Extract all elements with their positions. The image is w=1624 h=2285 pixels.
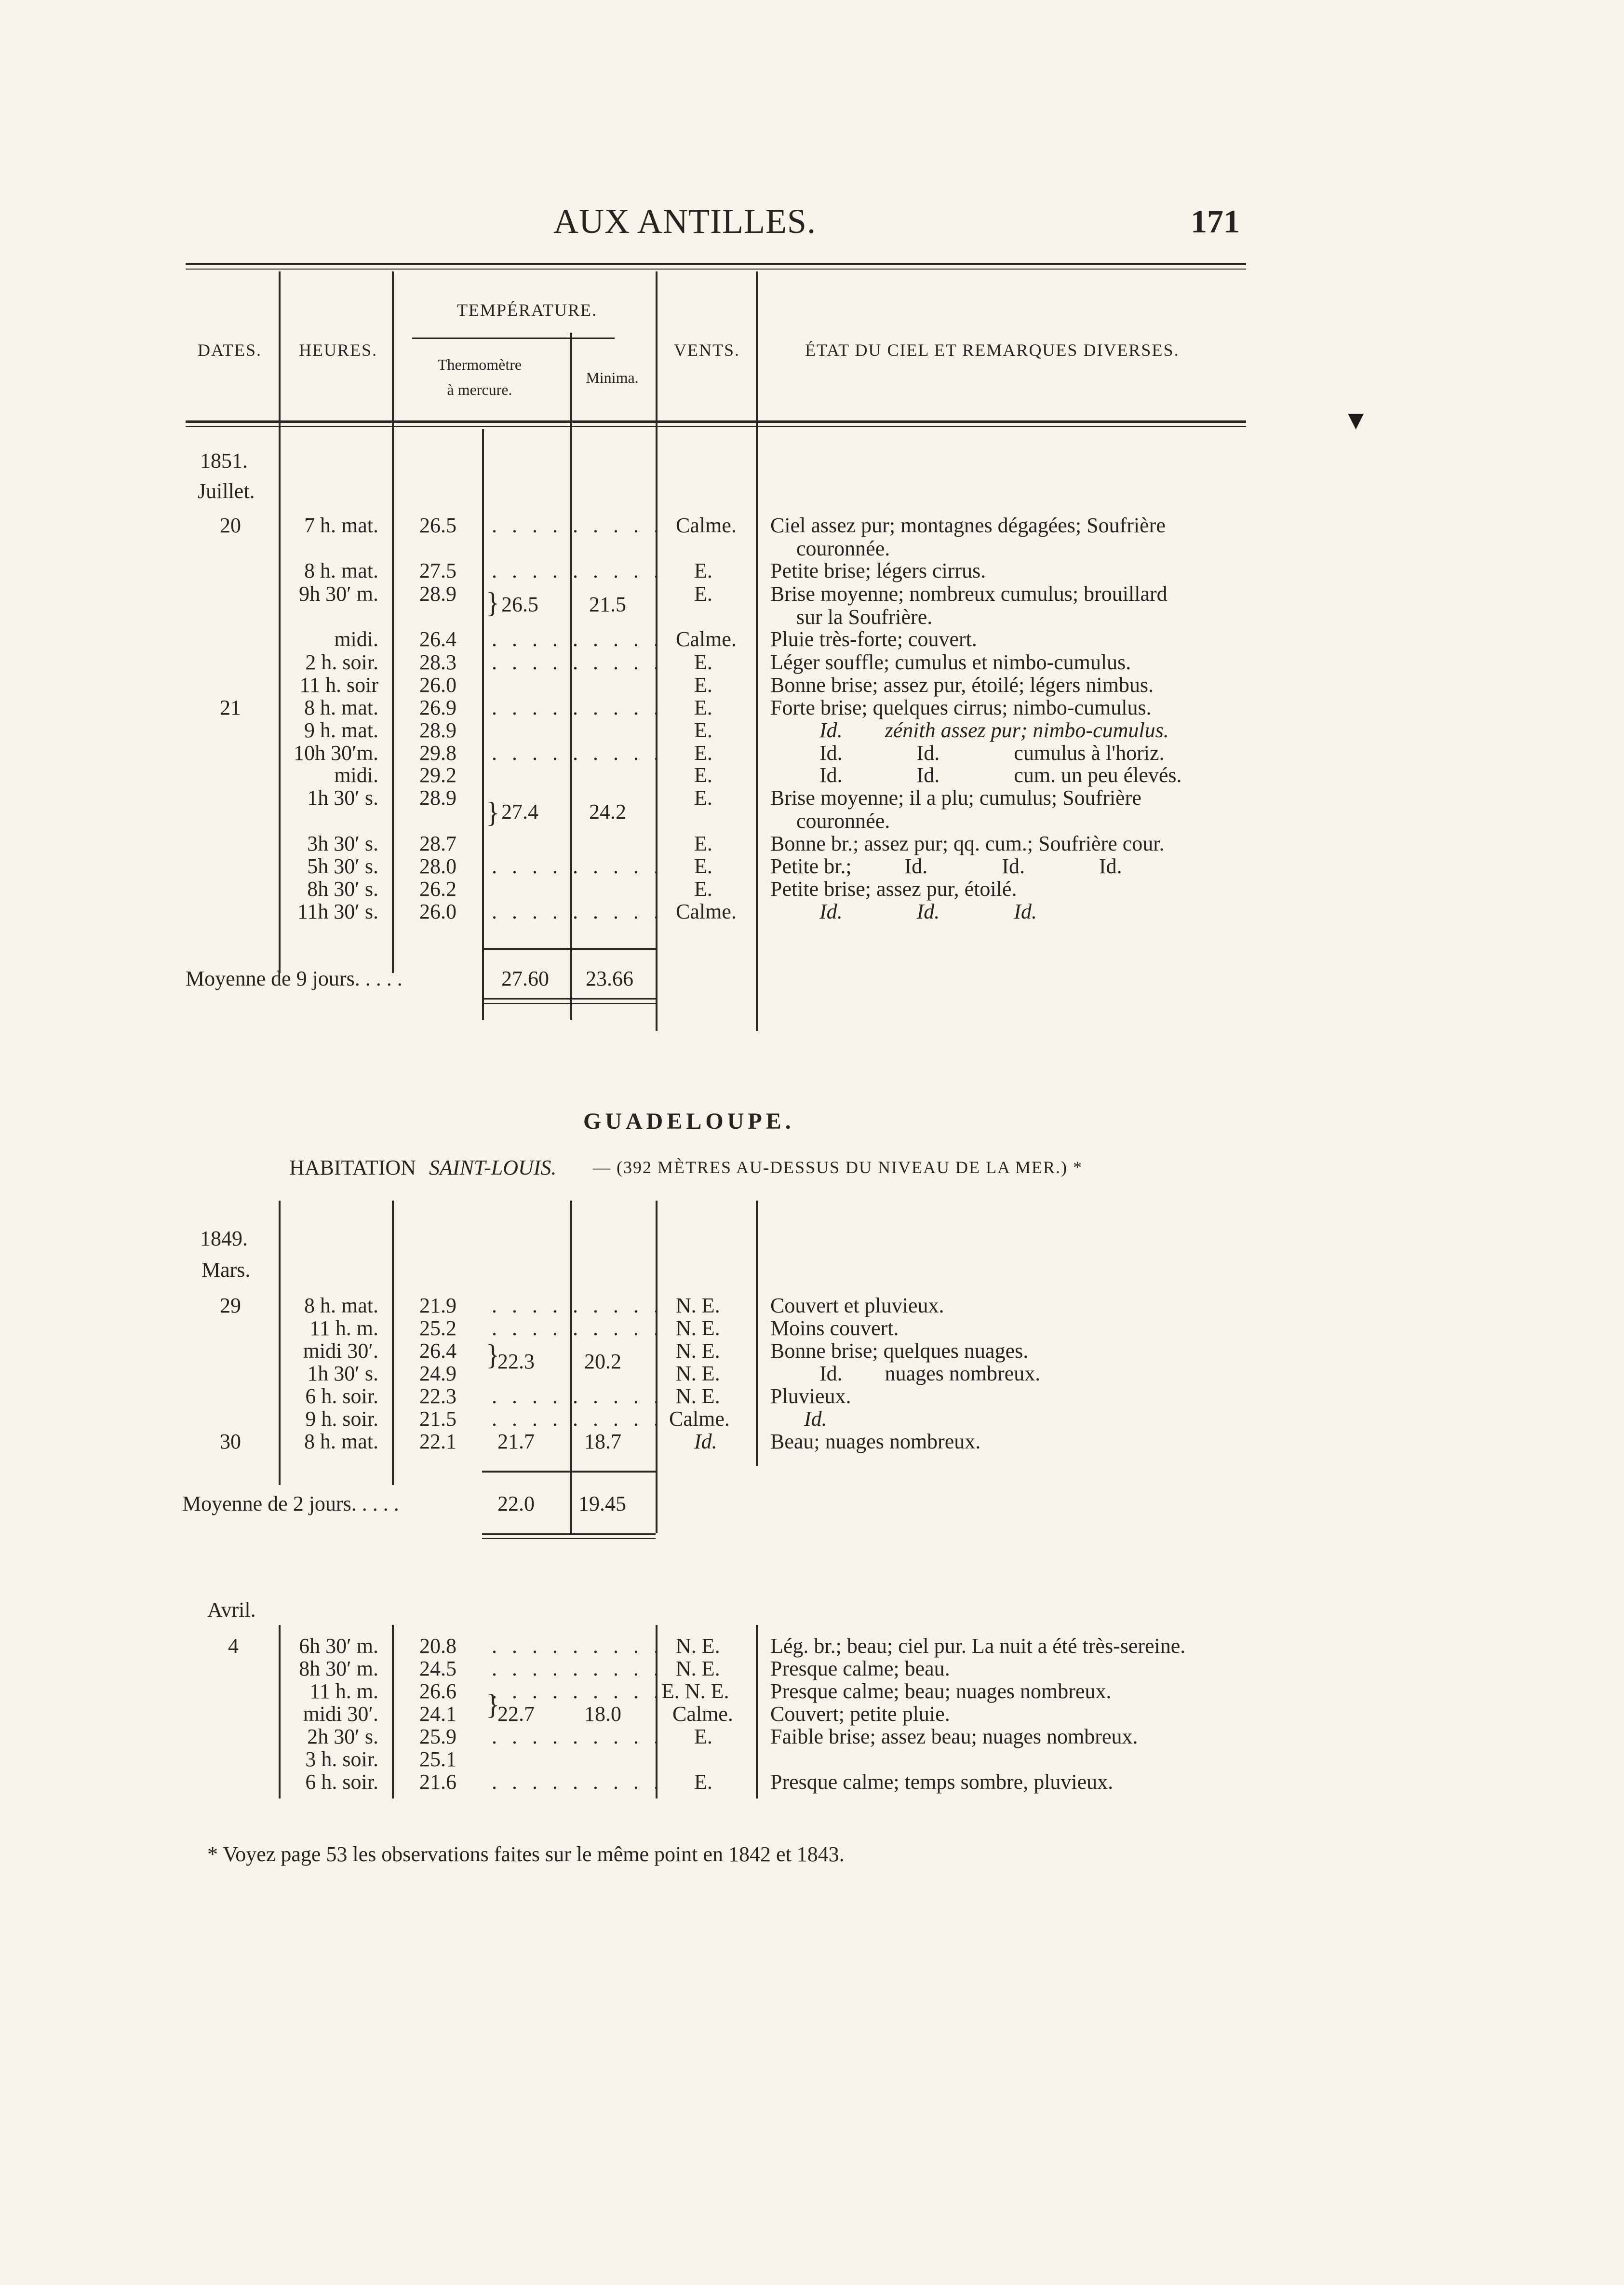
hour-cell: 6 h. soir.: [305, 1770, 378, 1794]
hour-cell: 11 h. m.: [309, 1316, 378, 1340]
temp-cell: 28.0: [419, 854, 456, 878]
section-subtitle-b: SAINT-LOUIS.: [429, 1156, 557, 1179]
col-header-a-mercure: à mercure.: [447, 381, 512, 398]
etat-cell: Petite brise; légers cirrus.: [770, 559, 986, 582]
month-label: Avril.: [207, 1598, 256, 1622]
col-header-vents: VENTS.: [674, 340, 740, 360]
temp-cell: 25.1: [419, 1747, 456, 1771]
etat-cell: Id. Id. Id.: [819, 900, 1037, 923]
etat-cell: Brise moyenne; nombreux cumulus; brouillard: [770, 582, 1168, 606]
date-cell: 30: [220, 1430, 241, 1453]
temp-cell: 24.1: [419, 1702, 456, 1726]
temp-cell: 27.5: [419, 559, 456, 582]
month-label: Mars.: [201, 1258, 251, 1282]
moyenne-rule-bottom: [482, 1538, 656, 1539]
dot-leaders: . . . . . . . . .: [492, 559, 664, 582]
temp-cell: 26.2: [419, 877, 456, 901]
hour-cell: 1h 30′ s.: [307, 1362, 378, 1385]
hour-cell: 8 h. mat.: [304, 1294, 378, 1317]
etat-cell: Presque calme; temps sombre, pluvieux.: [770, 1770, 1114, 1794]
dot-leaders: . . . . . . . . .: [492, 514, 664, 537]
dot-leaders: . . . . . . . . .: [492, 1407, 664, 1431]
vent-cell: E.: [694, 741, 712, 765]
hour-cell: 2 h. soir.: [305, 650, 378, 674]
etat-cell: Petite br.; Id. Id. Id.: [770, 854, 1122, 878]
day-brace: }: [486, 587, 500, 619]
day-mean-therm: 27.4: [501, 800, 538, 824]
margin-mark: ▼: [1342, 406, 1369, 435]
etat-cell: Faible brise; assez beau; nuages nombreux.: [770, 1725, 1138, 1748]
temp-cell: 29.8: [419, 741, 456, 765]
temp-cell: 25.2: [419, 1316, 456, 1340]
etat-cell: Id. nuages nombreux.: [819, 1362, 1041, 1385]
day-mean-min: 20.2: [584, 1350, 621, 1373]
hour-cell: midi 30′.: [303, 1702, 378, 1726]
header-rule: [186, 420, 1246, 423]
temp-cell: 28.9: [419, 786, 456, 810]
date-cell: 4: [228, 1634, 239, 1658]
hour-cell: 9 h. soir.: [305, 1407, 378, 1431]
top-rule: [186, 263, 1246, 265]
day-brace: }: [486, 797, 500, 828]
hour-cell: midi 30′.: [303, 1339, 378, 1363]
dot-leaders: . . . . . . . . .: [492, 741, 664, 765]
etat-cell: Forte brise; quelques cirrus; nimbo-cumulus.: [770, 696, 1152, 719]
col-line-3: [482, 429, 484, 1020]
hour-cell: 2h 30′ s.: [307, 1725, 378, 1748]
moyenne-rule-bottom: [482, 1003, 656, 1004]
etat-cell-continued: couronnée.: [796, 537, 890, 560]
vent-cell: E.: [694, 763, 712, 787]
temp-cell: 25.9: [419, 1725, 456, 1748]
moyenne-min: 19.45: [578, 1492, 626, 1515]
hour-cell: 6h 30′ m.: [299, 1634, 378, 1658]
day-mean-min: 18.0: [584, 1702, 621, 1726]
vent-cell: E.: [694, 559, 712, 582]
temp-cell: 28.3: [419, 650, 456, 674]
day-mean-therm: 22.3: [497, 1350, 535, 1373]
etat-cell: Bonne brise; assez pur, étoilé; légers nimbus.: [770, 673, 1154, 697]
footnote: * Voyez page 53 les observations faites sur le même point en 1842 et 1843.: [207, 1842, 845, 1866]
dot-leaders: . . . . . . . . .: [492, 1294, 664, 1317]
col-line-6b: [756, 1201, 758, 1466]
etat-cell: Bonne brise; quelques nuages.: [770, 1339, 1029, 1363]
etat-cell: Id.: [804, 1407, 827, 1431]
vent-cell: E. N. E.: [661, 1679, 729, 1703]
temp-cell: 26.5: [419, 514, 456, 537]
etat-cell: Couvert; petite pluie.: [770, 1702, 950, 1726]
hour-cell: 9h 30′ m.: [299, 582, 378, 606]
etat-cell: Id. Id. cum. un peu élevés.: [819, 763, 1182, 787]
col-line-2: [392, 271, 394, 973]
etat-cell: Id. Id. cumulus à l'horiz.: [819, 741, 1165, 765]
temp-cell: 26.4: [419, 1339, 456, 1363]
hour-cell: 8h 30′ s.: [307, 877, 378, 901]
etat-cell: Pluie très-forte; couvert.: [770, 627, 977, 651]
hour-cell: midi.: [334, 627, 378, 651]
vent-cell: Calme.: [676, 900, 737, 923]
etat-cell: Lég. br.; beau; ciel pur. La nuit a été très-sereine.: [770, 1634, 1186, 1658]
temperature-brace: [412, 338, 615, 339]
etat-cell: Id. zénith assez pur; nimbo-cumulus.: [819, 718, 1169, 742]
hour-cell: 8 h. mat.: [304, 559, 378, 582]
vent-cell: E.: [694, 673, 712, 697]
temp-cell: 28.9: [419, 718, 456, 742]
dot-leaders: . . . . . . . . .: [492, 900, 664, 923]
date-cell: 29: [220, 1294, 241, 1317]
running-head: AUX ANTILLES.: [553, 202, 816, 241]
dot-leaders: . . . . . . . . .: [492, 1634, 664, 1658]
vent-cell: Calme.: [676, 514, 737, 537]
temp-cell: 26.9: [419, 696, 456, 719]
vent-cell: N. E.: [676, 1657, 720, 1680]
section-subtitle-a: HABITATION: [289, 1156, 416, 1179]
etat-cell: Léger souffle; cumulus et nimbo-cumulus.: [770, 650, 1131, 674]
hour-cell: 11h 30′ s.: [297, 900, 378, 923]
temp-cell: 28.7: [419, 832, 456, 855]
vent-cell: E.: [694, 1770, 712, 1794]
temp-cell: 26.4: [419, 627, 456, 651]
vent-cell: N. E.: [676, 1384, 720, 1408]
col-header-thermometre: Thermomètre: [437, 356, 522, 373]
hour-cell: 3h 30′ s.: [307, 832, 378, 855]
col-line-2c: [392, 1625, 394, 1798]
dot-leaders: . . . . . . . . .: [492, 627, 664, 651]
hour-cell: 11 h. m.: [309, 1679, 378, 1703]
hour-cell: 7 h. mat.: [304, 514, 378, 537]
vent-cell: E.: [694, 696, 712, 719]
etat-cell: Bonne br.; assez pur; qq. cum.; Soufrière cour.: [770, 832, 1165, 855]
temp-cell: 26.0: [419, 900, 456, 923]
moyenne-label: Moyenne de 9 jours. . . . .: [186, 967, 403, 990]
vent-cell: N. E.: [676, 1362, 720, 1385]
hour-cell: 8h 30′ m.: [299, 1657, 378, 1680]
temp-cell: 21.6: [419, 1770, 456, 1794]
moyenne-min: 23.66: [586, 967, 633, 990]
vent-cell: E.: [694, 854, 712, 878]
dot-leaders: . . . . . . . . .: [492, 1384, 664, 1408]
hour-cell: 5h 30′ s.: [307, 854, 378, 878]
temp-cell: 26.6: [419, 1679, 456, 1703]
page-number: 171: [1191, 203, 1240, 240]
date-cell: 21: [220, 696, 241, 719]
etat-cell: Brise moyenne; il a plu; cumulus; Soufrière: [770, 786, 1141, 810]
hour-cell: 1h 30′ s.: [307, 786, 378, 810]
col-header-etat: ÉTAT DU CIEL ET REMARQUES DIVERSES.: [805, 340, 1180, 360]
moyenne-therm: 27.60: [501, 967, 549, 990]
dot-leaders: . . . . . . . . .: [492, 696, 664, 719]
hour-cell: 11 h. soir: [299, 673, 378, 697]
etat-cell: Ciel assez pur; montagnes dégagées; Soufrière: [770, 514, 1166, 537]
top-rule-thin: [186, 269, 1246, 270]
temp-cell: 22.3: [419, 1384, 456, 1408]
col-line-2b: [392, 1201, 394, 1485]
month-label: Juillet.: [198, 479, 255, 503]
day-mean-therm: 22.7: [497, 1702, 535, 1726]
header-rule-thin: [186, 426, 1246, 427]
temp-cell: 29.2: [419, 763, 456, 787]
day-mean-min: 18.7: [584, 1430, 621, 1453]
hour-cell: 10h 30′m.: [294, 741, 378, 765]
vent-cell: E.: [694, 582, 712, 606]
vent-cell: E.: [694, 718, 712, 742]
temp-cell: 22.1: [419, 1430, 456, 1453]
vent-cell: N. E.: [676, 1634, 720, 1658]
etat-cell: Beau; nuages nombreux.: [770, 1430, 981, 1453]
dot-leaders: . . . . . . . . .: [492, 1770, 664, 1794]
vent-cell: N. E.: [676, 1316, 720, 1340]
etat-cell-continued: sur la Soufrière.: [796, 605, 933, 629]
dot-leaders: . . . . . . . . .: [492, 1679, 664, 1703]
col-header-dates: DATES.: [198, 340, 262, 360]
col-header-minima: Minima.: [586, 369, 639, 386]
moyenne-label: Moyenne de 2 jours. . . . .: [182, 1492, 399, 1515]
temp-cell: 21.9: [419, 1294, 456, 1317]
dot-leaders: . . . . . . . . .: [492, 650, 664, 674]
hour-cell: 6 h. soir.: [305, 1384, 378, 1408]
section-title: GUADELOUPE.: [583, 1109, 795, 1134]
vent-cell: E.: [694, 650, 712, 674]
dot-leaders: . . . . . . . . .: [492, 1657, 664, 1680]
day-brace: }: [486, 1339, 500, 1371]
col-header-heures: HEURES.: [299, 340, 378, 360]
hour-cell: 3 h. soir.: [305, 1747, 378, 1771]
vent-cell: Id.: [694, 1430, 717, 1453]
col-line-6: [756, 271, 758, 1031]
etat-cell: Moins couvert.: [770, 1316, 899, 1340]
temp-cell: 28.9: [419, 582, 456, 606]
moyenne-rule: [482, 948, 656, 950]
etat-cell-continued: couronnée.: [796, 809, 890, 833]
dot-leaders: . . . . . . . . .: [492, 854, 664, 878]
vent-cell: Calme.: [669, 1407, 730, 1431]
moyenne-therm: 22.0: [497, 1492, 535, 1515]
vent-cell: Calme.: [672, 1702, 733, 1726]
dot-leaders: . . . . . . . . .: [492, 1725, 664, 1748]
moyenne-rule: [482, 1471, 656, 1473]
etat-cell: Pluvieux.: [770, 1384, 851, 1408]
etat-cell: Presque calme; beau; nuages nombreux.: [770, 1679, 1112, 1703]
vent-cell: E.: [694, 786, 712, 810]
day-mean-min: 21.5: [589, 593, 626, 616]
col-header-temperature: TEMPÉRATURE.: [457, 300, 598, 320]
day-mean-therm: 21.7: [497, 1430, 535, 1453]
temp-cell: 24.5: [419, 1657, 456, 1680]
etat-cell: Couvert et pluvieux.: [770, 1294, 944, 1317]
moyenne-rule-bottom: [482, 1533, 656, 1535]
col-line-5b: [656, 1201, 658, 1533]
year-label: 1851.: [200, 449, 248, 473]
vent-cell: E.: [694, 1725, 712, 1748]
vent-cell: Calme.: [676, 627, 737, 651]
dot-leaders: . . . . . . . . .: [492, 1316, 664, 1340]
day-mean-min: 24.2: [589, 800, 626, 824]
temp-cell: 24.9: [419, 1362, 456, 1385]
temp-cell: 26.0: [419, 673, 456, 697]
vent-cell: N. E.: [676, 1339, 720, 1363]
temp-cell: 21.5: [419, 1407, 456, 1431]
moyenne-rule-bottom: [482, 998, 656, 1000]
col-line-6c: [756, 1625, 758, 1798]
hour-cell: midi.: [334, 763, 378, 787]
hour-cell: 9 h. mat.: [304, 718, 378, 742]
vent-cell: N. E.: [676, 1294, 720, 1317]
year-label: 1849.: [200, 1227, 248, 1250]
hour-cell: 8 h. mat.: [304, 1430, 378, 1453]
section-subtitle-c: — (392 MÈTRES AU-DESSUS DU NIVEAU DE LA MER.) *: [593, 1158, 1083, 1177]
hour-cell: 8 h. mat.: [304, 696, 378, 719]
etat-cell: Petite brise; assez pur, étoilé.: [770, 877, 1017, 901]
col-line-4b: [570, 1201, 572, 1533]
vent-cell: E.: [694, 877, 712, 901]
day-mean-therm: 26.5: [501, 593, 538, 616]
date-cell: 20: [220, 514, 241, 537]
vent-cell: E.: [694, 832, 712, 855]
day-brace: }: [486, 1689, 500, 1720]
etat-cell: Presque calme; beau.: [770, 1657, 950, 1680]
temp-cell: 20.8: [419, 1634, 456, 1658]
